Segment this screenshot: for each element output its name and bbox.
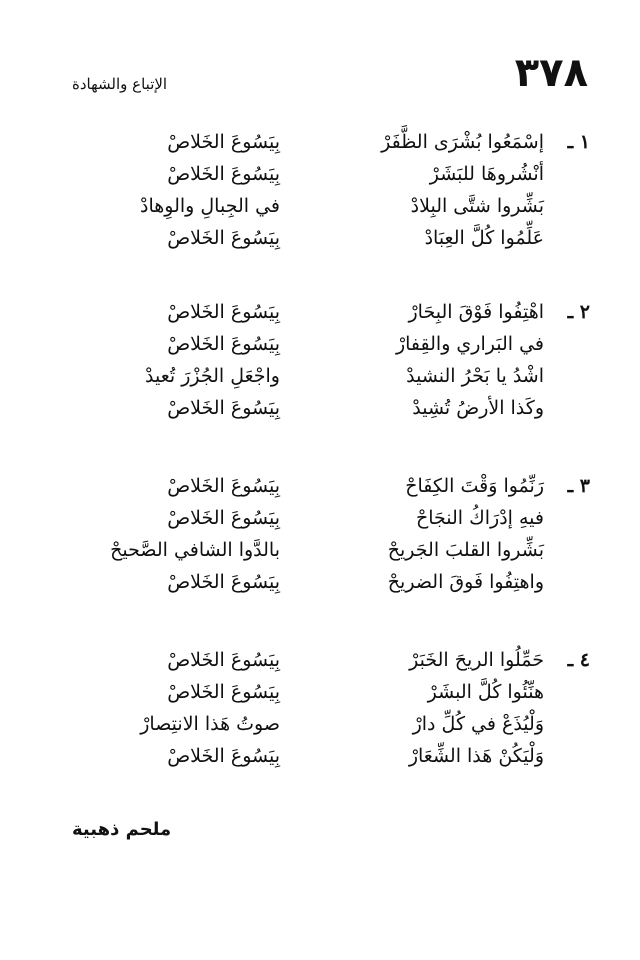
verse-second-half: صوتُ هَذا الانتِصارْ — [140, 713, 280, 735]
verse-first-half: إسْمَعُوا بُشْرَى الظَّفَرْ — [381, 131, 544, 153]
verse-first-half: فيهِ إدْرَاكُ النجَاحْ — [415, 507, 544, 529]
running-head: الإتباع والشهادة — [72, 75, 168, 93]
verse-second-half: بِيَسُوعَ الخَلاصْ — [167, 681, 280, 703]
verse-first-half: رَنِّمُوا وَقْتَ الكِفَاحْ — [405, 475, 544, 497]
stanza-number: ٣ ـ — [567, 475, 590, 497]
verse-line — [60, 328, 590, 360]
stanza-1 — [60, 126, 590, 254]
verse-line — [60, 740, 590, 772]
verse-second-half: بِيَسُوعَ الخَلاصْ — [167, 745, 280, 767]
stanza-number: ١ ـ — [567, 131, 590, 153]
stanza-2 — [60, 296, 590, 424]
verse-line — [60, 534, 590, 566]
verse-second-half: بِيَسُوعَ الخَلاصْ — [167, 571, 280, 593]
verse-second-half: بِيَسُوعَ الخَلاصْ — [167, 475, 280, 497]
verse-first-half: واهتِفُوا فَوقَ الضريحْ — [387, 571, 544, 593]
verse-first-half: وكَذا الأرضُ تُشِيدْ — [412, 397, 544, 419]
verse-first-half: هنِّئُوا كُلَّ البشَرْ — [427, 681, 544, 703]
verse-line — [60, 566, 590, 598]
verse-second-half: بِيَسُوعَ الخَلاصْ — [167, 131, 280, 153]
verse-first-half: أنْشُروهَا للبَشَرْ — [429, 163, 544, 185]
verse-first-half: عَلِّمُوا كُلَّ العِبَادْ — [424, 227, 544, 249]
verse-line — [60, 470, 590, 502]
verse-line — [60, 190, 590, 222]
verse-line — [60, 360, 590, 392]
stanza-4 — [60, 644, 590, 772]
author-name: ملحم ذهبية — [72, 819, 172, 840]
verse-first-half: اشْدُ يا بَحْرُ النشيدْ — [406, 365, 544, 387]
verse-line — [60, 708, 590, 740]
verse-line — [60, 392, 590, 424]
verse-line — [60, 502, 590, 534]
stanza-number: ٢ ـ — [567, 301, 590, 323]
verse-line — [60, 126, 590, 158]
verse-first-half: في البَراري والقِفارْ — [395, 333, 544, 355]
verse-line — [60, 296, 590, 328]
stanza-3 — [60, 470, 590, 598]
verse-second-half: بِيَسُوعَ الخَلاصْ — [167, 301, 280, 323]
verse-line — [60, 676, 590, 708]
verse-second-half: بِيَسُوعَ الخَلاصْ — [167, 333, 280, 355]
verse-second-half: بِيَسُوعَ الخَلاصْ — [167, 163, 280, 185]
verse-line — [60, 158, 590, 190]
verse-first-half: وَلْيَكُنْ هَذا الشِّعَارْ — [408, 745, 544, 767]
verse-second-half: بِيَسُوعَ الخَلاصْ — [167, 649, 280, 671]
verse-second-half: بِيَسُوعَ الخَلاصْ — [167, 227, 280, 249]
verse-second-half: في الجِبالِ والوِهادْ — [140, 195, 280, 217]
verse-first-half: حَمِّلُوا الريحَ الخَبَرْ — [409, 649, 544, 671]
verse-second-half: بالدَّوا الشافي الصَّحيحْ — [110, 539, 280, 561]
verse-first-half: بَشِّروا شتَّى البِلادْ — [410, 195, 544, 217]
verse-second-half: واجْعَلِ الجُزْرَ تُعيدْ — [145, 365, 280, 387]
page-number: ٣٧٨ — [514, 50, 588, 96]
verse-line — [60, 222, 590, 254]
verse-first-half: اهْتِفُوا فَوْقَ البِحَارْ — [408, 301, 544, 323]
stanza-number: ٤ ـ — [567, 649, 590, 671]
verse-line — [60, 644, 590, 676]
verse-second-half: بِيَسُوعَ الخَلاصْ — [167, 507, 280, 529]
verse-first-half: بَشِّروا القلبَ الجَريحْ — [387, 539, 544, 561]
verse-second-half: بِيَسُوعَ الخَلاصْ — [167, 397, 280, 419]
verse-first-half: وَلْيُذَعْ في كُلِّ دارْ — [412, 713, 544, 735]
